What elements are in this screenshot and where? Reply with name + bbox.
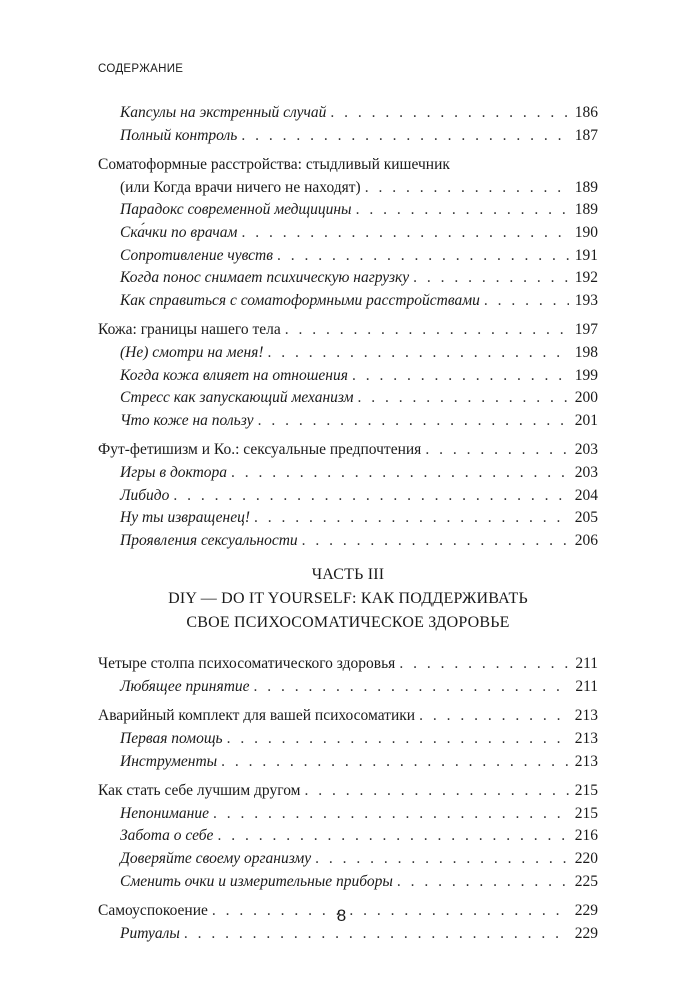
toc-entry-title: Сменить очки и измерительные приборы <box>120 872 393 890</box>
toc-entry-title: Четыре столпа психосоматического здоровья <box>98 655 396 673</box>
toc-entry <box>98 177 598 200</box>
toc-subentry <box>98 728 598 751</box>
toc-subentry <box>98 222 598 245</box>
dot-leader <box>304 780 568 803</box>
dot-leader <box>330 102 568 125</box>
toc-entry-title: (Не) смотри на меня! <box>120 343 264 361</box>
toc-entry-title: (или Когда врачи ничего не находят) <box>120 178 361 196</box>
toc-entry-title: Ну ты извращенец! <box>120 509 250 527</box>
toc-subentry <box>98 871 598 894</box>
toc-entry-title: Когда понос снимает психическую нагрузку <box>120 269 410 287</box>
toc-section-after-part <box>98 653 598 945</box>
toc-entry-title: Самоуспокоение <box>98 902 208 920</box>
toc-page-number: 216 <box>574 827 598 845</box>
dot-leader <box>254 676 570 699</box>
toc-subentry <box>98 462 598 485</box>
toc-page-number: 200 <box>574 389 598 407</box>
toc-entry <box>98 780 598 803</box>
dot-leader <box>221 751 569 774</box>
table-of-contents <box>98 102 598 952</box>
toc-entry-title: Игры в доктора <box>120 463 228 481</box>
toc-entry-title: Что коже на пользу <box>120 411 254 429</box>
toc-page-number: 203 <box>574 463 598 481</box>
toc-group <box>98 705 598 773</box>
toc-entry-title: Ска́чки по врачам <box>120 223 238 241</box>
toc-subentry <box>98 365 598 388</box>
toc-page-number: 229 <box>574 924 598 942</box>
toc-page-number: 203 <box>574 441 598 459</box>
dot-leader <box>484 290 569 313</box>
toc-page-number: 211 <box>575 655 598 673</box>
toc-entry-title: Забота о себе <box>120 827 214 845</box>
toc-subentry <box>98 507 598 530</box>
toc-entry-title: Когда кожа влияет на отношения <box>120 366 348 384</box>
toc-page-number: 213 <box>574 752 598 770</box>
toc-section-before-part <box>98 102 598 552</box>
toc-subentry <box>98 387 598 410</box>
toc-page-number: 191 <box>574 246 598 264</box>
toc-entry <box>98 705 598 728</box>
running-head: СОДЕРЖАНИЕ <box>98 63 184 75</box>
toc-entry-title: Первая помощь <box>120 730 223 748</box>
toc-subentry <box>98 125 598 148</box>
toc-entry-title: Полный контроль <box>120 126 238 144</box>
toc-subentry <box>98 803 598 826</box>
toc-group <box>98 653 598 698</box>
dot-leader <box>302 530 569 553</box>
toc-entry-title: Аварийный комплект для вашей психосоматики <box>98 707 416 725</box>
toc-subentry <box>98 102 598 125</box>
toc-entry-title: Соматоформные расстройства: стыдливый кишечник <box>98 156 450 174</box>
toc-subentry <box>98 199 598 222</box>
toc-page-number: 197 <box>574 321 598 339</box>
toc-page-number: 215 <box>574 782 598 800</box>
dot-leader <box>413 267 569 290</box>
toc-subentry <box>98 923 598 946</box>
toc-subentry <box>98 676 598 699</box>
toc-subentry <box>98 825 598 848</box>
page-number: 8 <box>336 906 347 925</box>
toc-page-number: 198 <box>574 343 598 361</box>
toc-page-number: 229 <box>574 902 598 920</box>
toc-subentry <box>98 290 598 313</box>
toc-entry <box>98 154 598 177</box>
part-title-line-1: DIY — DO IT YOURSELF: КАК ПОДДЕРЖИВАТЬ <box>168 590 528 608</box>
dot-leader <box>356 199 569 222</box>
toc-entry-title: Проявления сексуальности <box>120 531 298 549</box>
toc-entry-title: Сопротивление чувств <box>120 246 273 264</box>
toc-entry-title: Непонимание <box>120 804 209 822</box>
dot-leader <box>241 125 568 148</box>
dot-leader <box>217 825 568 848</box>
toc-group <box>98 154 598 312</box>
part-title-line-2: СВОЕ ПСИХОСОМАТИЧЕСКОЕ ЗДОРОВЬЕ <box>186 614 510 632</box>
dot-leader <box>213 803 569 826</box>
dot-leader <box>241 222 568 245</box>
toc-page-number: 189 <box>574 201 598 219</box>
toc-page-number: 213 <box>574 707 598 725</box>
toc-page-number: 215 <box>574 804 598 822</box>
toc-subentry <box>98 848 598 871</box>
toc-entry-title: Кожа: границы нашего тела <box>98 321 281 339</box>
toc-entry-title: Парадокс современной медщицины <box>120 201 352 219</box>
toc-page-number: 205 <box>574 509 598 527</box>
toc-subentry <box>98 245 598 268</box>
toc-subentry <box>98 342 598 365</box>
dot-leader <box>425 439 568 462</box>
toc-entry-title: Инструменты <box>120 752 218 770</box>
toc-entry-title: Как справиться с соматоформными расстройствами <box>120 291 480 309</box>
toc-entry-title: Доверяйте своему организму <box>120 850 312 868</box>
dot-leader <box>419 705 569 728</box>
toc-entry <box>98 653 598 676</box>
toc-page-number: 186 <box>574 104 598 121</box>
toc-page-number: 204 <box>574 486 598 504</box>
toc-entry-title: Капсулы на экстренный случай <box>120 104 327 121</box>
dot-leader <box>268 342 569 365</box>
toc-page-number: 225 <box>574 872 598 890</box>
dot-leader <box>231 462 569 485</box>
toc-page-number: 192 <box>574 269 598 287</box>
dot-leader <box>254 507 569 530</box>
dot-leader <box>285 319 569 342</box>
dot-leader <box>397 871 569 894</box>
toc-entry-title: Любящее принятие <box>120 677 250 695</box>
dot-leader <box>227 728 569 751</box>
toc-entry <box>98 319 598 342</box>
toc-page-number: 190 <box>574 223 598 241</box>
dot-leader <box>357 387 568 410</box>
toc-page-number: 220 <box>574 850 598 868</box>
toc-group <box>98 439 598 552</box>
toc-entry-title: Ритуалы <box>120 924 180 942</box>
toc-entry-title: Либидо <box>120 486 170 504</box>
toc-page-number: 193 <box>574 291 598 309</box>
toc-entry-title: Стресс как запускающий механизм <box>120 389 354 407</box>
part-label: ЧАСТЬ III <box>311 566 385 584</box>
toc-group <box>98 102 598 147</box>
toc-page-number: 189 <box>574 178 598 196</box>
dot-leader <box>315 848 569 871</box>
dot-leader <box>184 923 569 946</box>
toc-page-number: 201 <box>574 411 598 429</box>
toc-page-number: 199 <box>574 366 598 384</box>
toc-subentry <box>98 751 598 774</box>
dot-leader <box>352 365 569 388</box>
toc-page-number: 206 <box>574 531 598 549</box>
toc-page-number: 213 <box>574 730 598 748</box>
toc-page-number: 211 <box>575 677 598 695</box>
toc-group <box>98 780 598 893</box>
toc-page-number: 187 <box>574 126 598 144</box>
toc-subentry <box>98 410 598 433</box>
toc-subentry <box>98 485 598 508</box>
toc-entry-title: Фут-фетишизм и Ко.: сексуальные предпочтения <box>98 441 422 459</box>
dot-leader <box>258 410 569 433</box>
dot-leader <box>399 653 569 676</box>
dot-leader <box>277 245 569 268</box>
toc-entry <box>98 439 598 462</box>
part-heading <box>98 563 598 635</box>
toc-subentry <box>98 530 598 553</box>
toc-subentry <box>98 267 598 290</box>
toc-group <box>98 319 598 432</box>
toc-entry-title: Как стать себе лучшим другом <box>98 782 301 800</box>
dot-leader <box>173 485 568 508</box>
dot-leader <box>365 177 569 200</box>
